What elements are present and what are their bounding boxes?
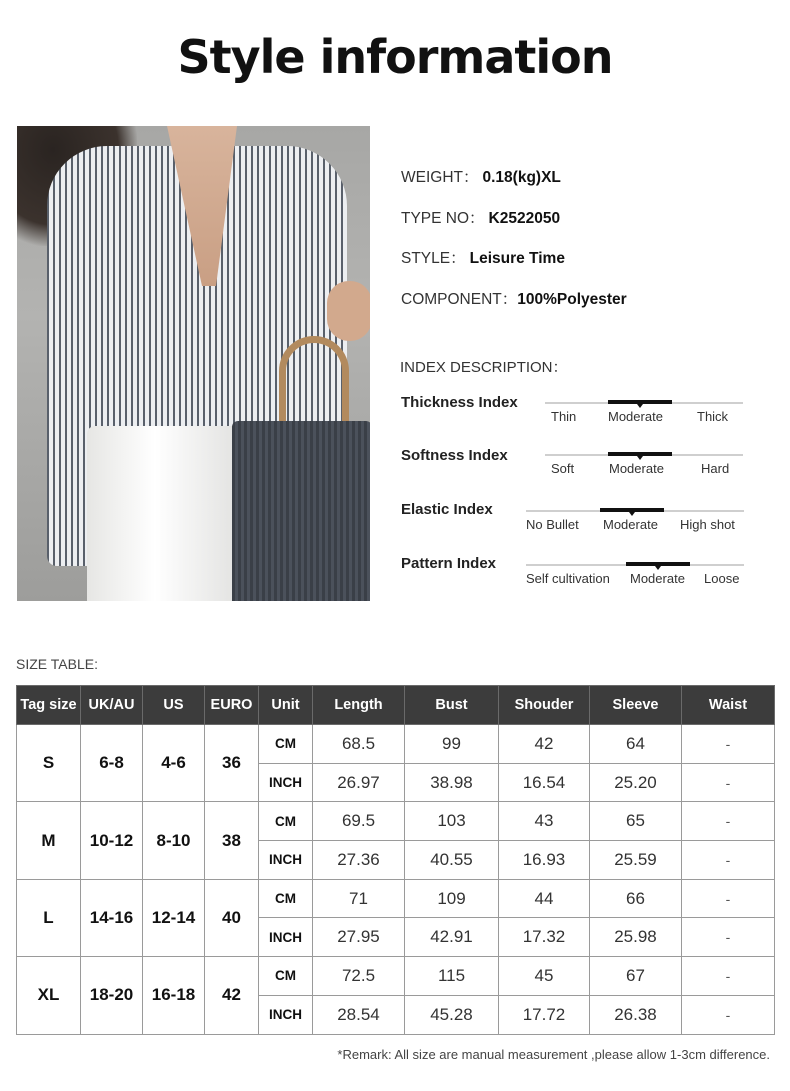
sleeve-cell: 64 bbox=[590, 725, 682, 764]
bust-cell: 115 bbox=[405, 957, 499, 996]
softness-selected-marker bbox=[608, 452, 672, 456]
waist-cell: - bbox=[682, 763, 775, 802]
softness-option: Hard bbox=[701, 461, 730, 476]
shoulder-cell: 16.93 bbox=[499, 841, 590, 880]
type-label: TYPE NO： bbox=[401, 210, 485, 227]
component-label: COMPONENT： bbox=[401, 291, 518, 308]
softness-option: Soft bbox=[551, 461, 575, 476]
waist-cell: - bbox=[682, 841, 775, 880]
softness-option: Moderate bbox=[609, 461, 664, 476]
unit-cell: INCH bbox=[259, 763, 313, 802]
index-description-title: INDEX DESCRIPTION： bbox=[400, 359, 568, 376]
unit-cell: INCH bbox=[259, 918, 313, 957]
us-cell: 8-10 bbox=[143, 802, 205, 879]
softness-index-label: Softness Index bbox=[401, 447, 508, 464]
pattern-option: Moderate bbox=[630, 571, 685, 586]
unit-cell: CM bbox=[259, 802, 313, 841]
sleeve-cell: 26.38 bbox=[590, 995, 682, 1034]
sleeve-cell: 25.98 bbox=[590, 918, 682, 957]
table-row bbox=[17, 957, 775, 996]
bust-cell: 42.91 bbox=[405, 918, 499, 957]
weight-row bbox=[401, 165, 561, 187]
elastic-index-scale bbox=[526, 506, 744, 536]
length-cell: 26.97 bbox=[313, 763, 405, 802]
thickness-index-scale bbox=[545, 398, 743, 428]
pattern-index-scale bbox=[526, 560, 744, 590]
sleeve-cell: 65 bbox=[590, 802, 682, 841]
style-row bbox=[401, 246, 565, 268]
column-header: US bbox=[143, 686, 205, 725]
tag-size-cell: M bbox=[17, 802, 81, 879]
pattern-option: Loose bbox=[704, 571, 740, 586]
unit-cell: CM bbox=[259, 725, 313, 764]
sleeve-cell: 66 bbox=[590, 879, 682, 918]
column-header: UK/AU bbox=[81, 686, 143, 725]
weight-label: WEIGHT： bbox=[401, 169, 479, 186]
length-cell: 27.95 bbox=[313, 918, 405, 957]
pattern-selected-marker bbox=[626, 562, 690, 566]
us-cell: 16-18 bbox=[143, 957, 205, 1034]
waist-cell: - bbox=[682, 918, 775, 957]
column-header: Unit bbox=[259, 686, 313, 725]
euro-cell: 42 bbox=[205, 957, 259, 1034]
uk-au-cell: 10-12 bbox=[81, 802, 143, 879]
us-cell: 12-14 bbox=[143, 879, 205, 956]
thickness-option: Thin bbox=[551, 409, 577, 424]
bust-cell: 103 bbox=[405, 802, 499, 841]
euro-cell: 40 bbox=[205, 879, 259, 956]
bust-cell: 38.98 bbox=[405, 763, 499, 802]
remark-note: *Remark: All size are manual measurement ,please allow 1-3cm difference. bbox=[337, 1047, 770, 1062]
type-value: K2522050 bbox=[488, 210, 561, 227]
component-value: 100%Polyester bbox=[517, 291, 627, 308]
column-header: Bust bbox=[405, 686, 499, 725]
style-label: STYLE： bbox=[401, 250, 466, 267]
thickness-selected-marker bbox=[608, 400, 672, 404]
column-header: EURO bbox=[205, 686, 259, 725]
pattern-index-label: Pattern Index bbox=[401, 555, 497, 572]
sleeve-cell: 25.20 bbox=[590, 763, 682, 802]
uk-au-cell: 14-16 bbox=[81, 879, 143, 956]
column-header: Tag size bbox=[17, 686, 81, 725]
length-cell: 27.36 bbox=[313, 841, 405, 880]
shoulder-cell: 17.72 bbox=[499, 995, 590, 1034]
shoulder-cell: 17.32 bbox=[499, 918, 590, 957]
pattern-option: Self cultivation bbox=[526, 571, 610, 586]
waist-cell: - bbox=[682, 995, 775, 1034]
tag-size-cell: L bbox=[17, 879, 81, 956]
bust-cell: 40.55 bbox=[405, 841, 499, 880]
elastic-selected-marker bbox=[600, 508, 664, 512]
type-row bbox=[401, 206, 560, 228]
waist-cell: - bbox=[682, 725, 775, 764]
bust-cell: 109 bbox=[405, 879, 499, 918]
table-row bbox=[17, 725, 775, 764]
length-cell: 68.5 bbox=[313, 725, 405, 764]
thickness-option: Thick bbox=[697, 409, 729, 424]
euro-cell: 38 bbox=[205, 802, 259, 879]
thickness-option: Moderate bbox=[608, 409, 663, 424]
unit-cell: INCH bbox=[259, 841, 313, 880]
table-row bbox=[17, 879, 775, 918]
uk-au-cell: 18-20 bbox=[81, 957, 143, 1034]
elastic-index-label: Elastic Index bbox=[401, 501, 493, 518]
tag-size-cell: XL bbox=[17, 957, 81, 1034]
elastic-option: No Bullet bbox=[526, 517, 579, 532]
thickness-index-label: Thickness Index bbox=[401, 394, 518, 411]
tag-size-cell: S bbox=[17, 725, 81, 802]
unit-cell: INCH bbox=[259, 995, 313, 1034]
size-table-label: SIZE TABLE: bbox=[16, 656, 98, 672]
component-row bbox=[401, 287, 627, 309]
column-header: Length bbox=[313, 686, 405, 725]
column-header: Waist bbox=[682, 686, 775, 725]
unit-cell: CM bbox=[259, 879, 313, 918]
style-value: Leisure Time bbox=[469, 250, 565, 267]
elastic-option: Moderate bbox=[603, 517, 658, 532]
handbag bbox=[232, 421, 370, 601]
bust-cell: 99 bbox=[405, 725, 499, 764]
waist-cell: - bbox=[682, 957, 775, 996]
shoulder-cell: 42 bbox=[499, 725, 590, 764]
bust-cell: 45.28 bbox=[405, 995, 499, 1034]
product-photo bbox=[17, 126, 370, 601]
waist-cell: - bbox=[682, 802, 775, 841]
length-cell: 69.5 bbox=[313, 802, 405, 841]
weight-value: 0.18(kg)XL bbox=[482, 169, 561, 186]
sleeve-cell: 25.59 bbox=[590, 841, 682, 880]
shoulder-cell: 43 bbox=[499, 802, 590, 841]
unit-cell: CM bbox=[259, 957, 313, 996]
length-cell: 28.54 bbox=[313, 995, 405, 1034]
length-cell: 72.5 bbox=[313, 957, 405, 996]
shoulder-cell: 16.54 bbox=[499, 763, 590, 802]
table-row bbox=[17, 802, 775, 841]
size-table bbox=[16, 685, 775, 1035]
waist-cell: - bbox=[682, 879, 775, 918]
euro-cell: 36 bbox=[205, 725, 259, 802]
sleeve-cell: 67 bbox=[590, 957, 682, 996]
softness-index-scale bbox=[545, 450, 743, 480]
page-title: Style information bbox=[177, 30, 613, 84]
elastic-option: High shot bbox=[680, 517, 735, 532]
uk-au-cell: 6-8 bbox=[81, 725, 143, 802]
shoulder-cell: 44 bbox=[499, 879, 590, 918]
table-header-row bbox=[17, 686, 775, 725]
column-header: Sleeve bbox=[590, 686, 682, 725]
shoulder-cell: 45 bbox=[499, 957, 590, 996]
column-header: Shouder bbox=[499, 686, 590, 725]
length-cell: 71 bbox=[313, 879, 405, 918]
us-cell: 4-6 bbox=[143, 725, 205, 802]
